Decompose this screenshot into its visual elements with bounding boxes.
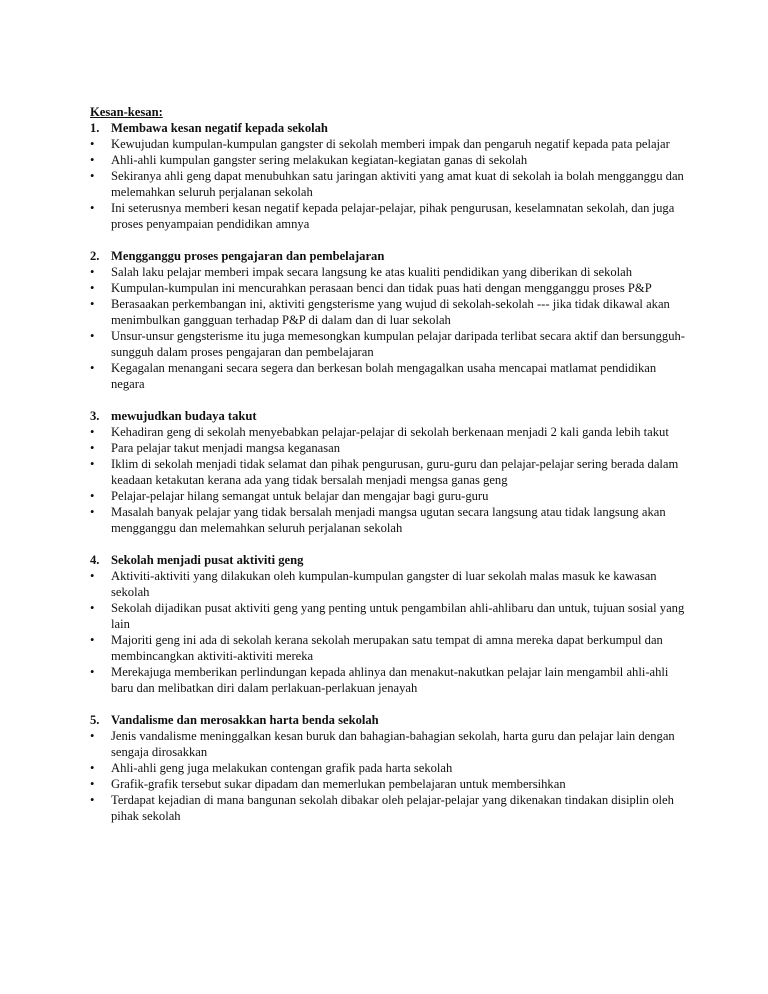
bullet-icon: •: [90, 361, 95, 375]
list-item: [90, 136, 690, 152]
list-item-text: Kegagalan menangani secara segera dan berkesan bolah mengagalkan usaha mencapai matlamat pendidikan negara: [111, 361, 657, 391]
list-item-text: Unsur-unsur gengsterisme itu juga memesongkan kumpulan pelajar daripada terlibat secara aktif dan bersungguh-sungguh dalam proses pengajaran dan pembelajaran: [111, 329, 685, 359]
list-item: [90, 504, 690, 536]
list-item: [90, 152, 690, 168]
bullet-icon: •: [90, 153, 95, 167]
bullet-icon: •: [90, 569, 95, 583]
section-title-text: mewujudkan budaya takut: [111, 409, 257, 423]
section-title: [90, 712, 690, 728]
list-item-text: Masalah banyak pelajar yang tidak bersalah menjadi mangsa ugutan secara langsung atau tidak langsung akan mengganggu dan melemahkan seluruh perjalanan sekolah: [111, 505, 666, 535]
section-4: [90, 552, 690, 696]
list-item-text: Berasaakan perkembangan ini, aktiviti gengsterisme yang wujud di sekolah-sekolah --- jika tidak dikawal akan menimbulkan gangguan terhadap P&P di dalam dan di luar sekolah: [111, 297, 670, 327]
section-title: [90, 552, 690, 568]
list-item: [90, 488, 690, 504]
list-item-text: Kumpulan-kumpulan ini mencurahkan perasaan benci dan tidak puas hati dengan mengganggu proses P&P: [111, 281, 652, 295]
bullet-icon: •: [90, 265, 95, 279]
list-item-text: Kewujudan kumpulan-kumpulan gangster di sekolah memberi impak dan pengaruh negatif kepada pata pelajar: [111, 137, 670, 151]
list-item: [90, 632, 690, 664]
list-item: [90, 776, 690, 792]
bullet-icon: •: [90, 457, 95, 471]
list-item: [90, 280, 690, 296]
list-item: [90, 424, 690, 440]
list-item-text: Ahli-ahli geng juga melakukan contengan grafik pada harta sekolah: [111, 761, 453, 775]
document-heading: Kesan-kesan:: [90, 105, 163, 119]
list-item-text: Terdapat kejadian di mana bangunan sekolah dibakar oleh pelajar-pelajar yang dikenakan tindakan disiplin oleh pihak sekolah: [111, 793, 674, 823]
list-item: [90, 360, 690, 392]
list-item-text: Iklim di sekolah menjadi tidak selamat dan pihak pengurusan, guru-guru dan pelajar-pelajar sering berada dalam keadaan ketakutan kerana ada yang tidak bersalah menjadi mengsa ganas geng: [111, 457, 679, 487]
list-item-text: Merekajuga memberikan perlindungan kepada ahlinya dan menakut-nakutkan pelajar lain mengambil ahli-ahli baru dan melibatkan diri dalam perlakuan-perlakuan jenayah: [111, 665, 669, 695]
list-item-text: Para pelajar takut menjadi mangsa keganasan: [111, 441, 341, 455]
list-item-text: Sekiranya ahli geng dapat menubuhkan satu jaringan aktiviti yang amat kuat di sekolah ia bolah mengganggu dan melemahkan seluruh perjalanan sekolah: [111, 169, 684, 199]
list-item: [90, 440, 690, 456]
section-number: 4.: [90, 553, 100, 567]
list-item-text: Pelajar-pelajar hilang semangat untuk belajar dan mengajar bagi guru-guru: [111, 489, 489, 503]
list-item-text: Sekolah dijadikan pusat aktiviti geng yang penting untuk pengambilan ahli-ahlibaru dan untuk, tujuan sosial yang lain: [111, 601, 685, 631]
section-title-text: Vandalisme dan merosakkan harta benda sekolah: [111, 713, 379, 727]
section-title-text: Membawa kesan negatif kepada sekolah: [111, 121, 328, 135]
bullet-icon: •: [90, 601, 95, 615]
bullet-icon: •: [90, 729, 95, 743]
bullet-icon: •: [90, 281, 95, 295]
section-number: 5.: [90, 713, 100, 727]
list-item: [90, 168, 690, 200]
section-1: [90, 120, 690, 232]
bullet-icon: •: [90, 201, 95, 215]
list-item: [90, 568, 690, 600]
bullet-icon: •: [90, 441, 95, 455]
bullet-icon: •: [90, 489, 95, 503]
list-item: [90, 296, 690, 328]
bullet-icon: •: [90, 425, 95, 439]
section-title: [90, 248, 690, 264]
bullet-icon: •: [90, 297, 95, 311]
section-number: 2.: [90, 249, 100, 263]
section-number: 3.: [90, 409, 100, 423]
section-title-text: Mengganggu proses pengajaran dan pembelajaran: [111, 249, 385, 263]
list-item: [90, 456, 690, 488]
section-title: [90, 120, 690, 136]
list-item: [90, 264, 690, 280]
list-item: [90, 200, 690, 232]
list-item: [90, 600, 690, 632]
bullet-icon: •: [90, 329, 95, 343]
bullet-icon: •: [90, 137, 95, 151]
section-3: [90, 408, 690, 536]
section-title: [90, 408, 690, 424]
bullet-icon: •: [90, 169, 95, 183]
list-item-text: Ini seterusnya memberi kesan negatif kepada pelajar-pelajar, pihak pengurusan, keselamnatan sekolah, dan juga proses penyampaian pendidikan amnya: [111, 201, 675, 231]
list-item-text: Aktiviti-aktiviti yang dilakukan oleh kumpulan-kumpulan gangster di luar sekolah malas masuk ke kawasan sekolah: [111, 569, 657, 599]
list-item-text: Grafik-grafik tersebut sukar dipadam dan memerlukan pembelajaran untuk membersihkan: [111, 777, 566, 791]
bullet-icon: •: [90, 761, 95, 775]
section-5: [90, 712, 690, 824]
section-title-text: Sekolah menjadi pusat aktiviti geng: [111, 553, 304, 567]
list-item-text: Ahli-ahli kumpulan gangster sering melakukan kegiatan-kegiatan ganas di sekolah: [111, 153, 528, 167]
bullet-icon: •: [90, 665, 95, 679]
list-item-text: Salah laku pelajar memberi impak secara langsung ke atas kualiti pendidikan yang diberikan di sekolah: [111, 265, 633, 279]
list-item-text: Majoriti geng ini ada di sekolah kerana sekolah merupakan satu tempat di amna mereka dapat berkumpul dan membincangkan aktiviti-aktiviti mereka: [111, 633, 663, 663]
section-2: [90, 248, 690, 392]
sections-container: [90, 120, 690, 824]
list-item: [90, 728, 690, 760]
list-item: [90, 664, 690, 696]
document-page: [90, 104, 690, 840]
list-item-text: Jenis vandalisme meninggalkan kesan buruk dan bahagian-bahagian sekolah, harta guru dan pelajar lain dengan sengaja dirosakkan: [111, 729, 675, 759]
list-item: [90, 328, 690, 360]
bullet-icon: •: [90, 777, 95, 791]
bullet-icon: •: [90, 793, 95, 807]
list-item: [90, 792, 690, 824]
list-item-text: Kehadiran geng di sekolah menyebabkan pelajar-pelajar di sekolah berkenaan menjadi 2 kali ganda lebih takut: [111, 425, 669, 439]
bullet-icon: •: [90, 505, 95, 519]
bullet-icon: •: [90, 633, 95, 647]
section-number: 1.: [90, 121, 100, 135]
list-item: [90, 760, 690, 776]
